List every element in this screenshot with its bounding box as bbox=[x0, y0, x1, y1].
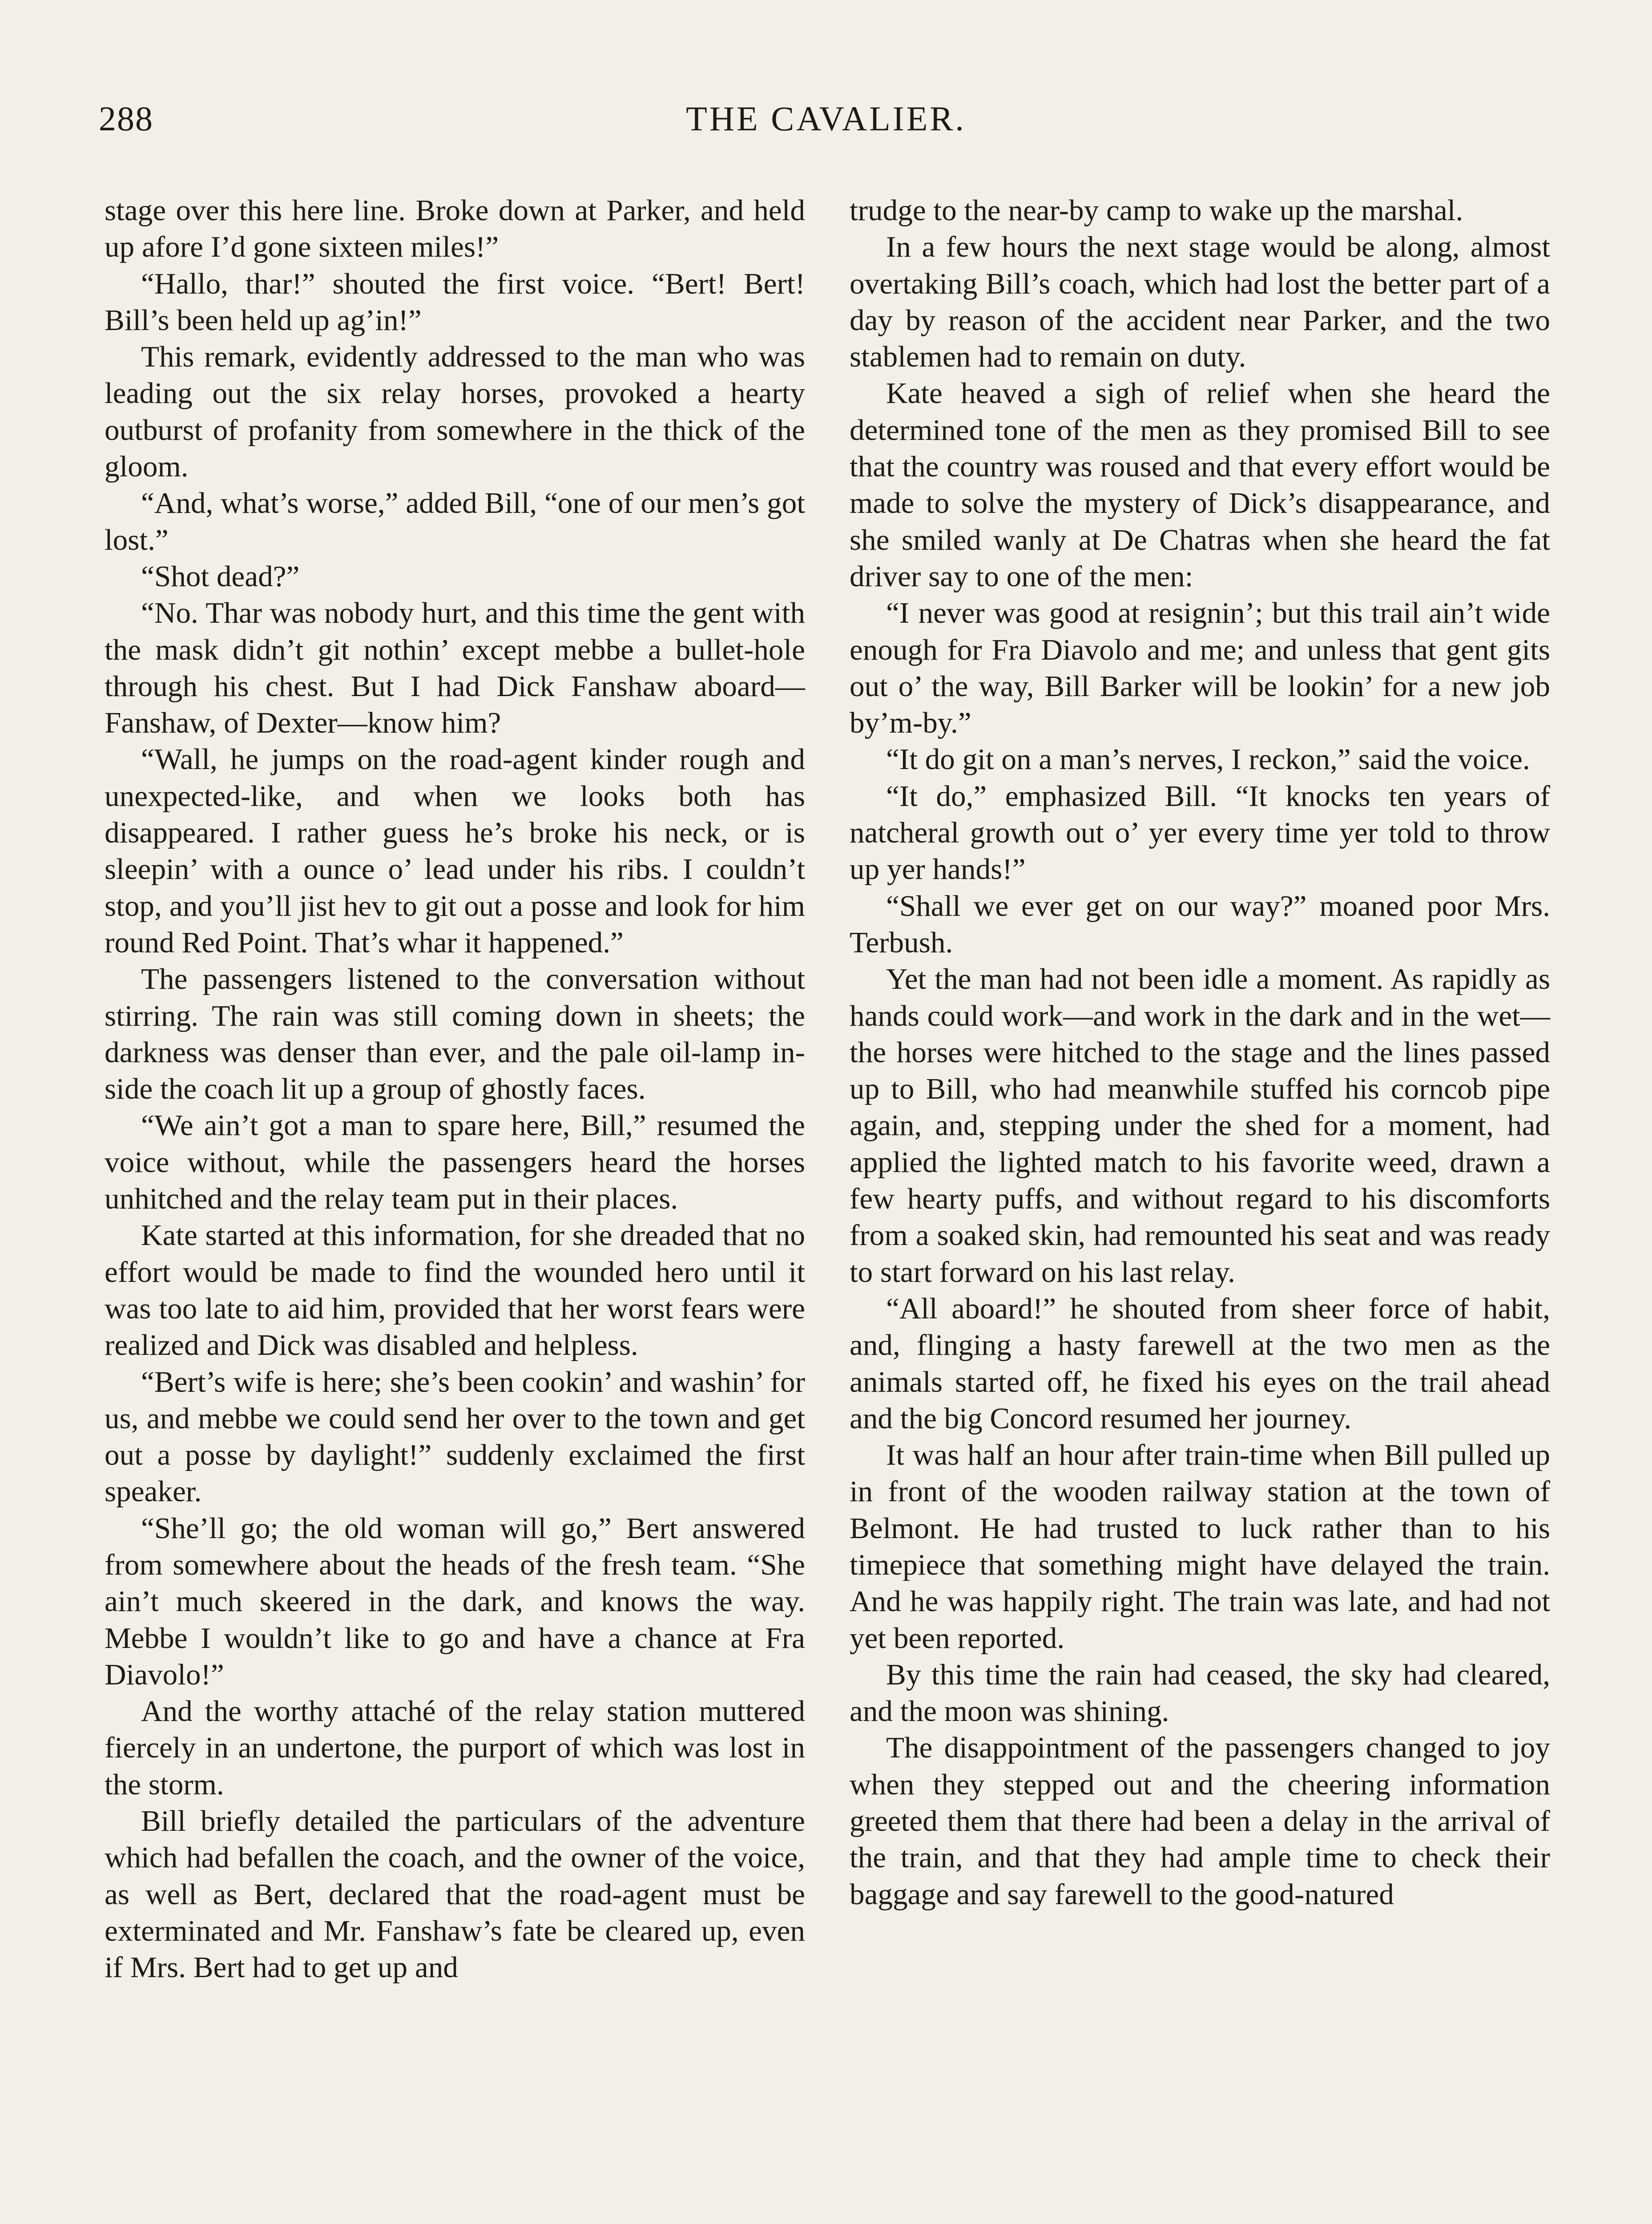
paragraph: “I never was good at resignin’; but this trail ain’t wide enough for Fra Diavolo and me; and unless that gent gits out o’ the way, Bill Barker will be lookin’ for a new job by’m-by.” bbox=[850, 596, 1550, 740]
paragraph: “Bert’s wife is here; she’s been cookin’ and washin’ for us, and mebbe we could send her over to the town and get out a posse by daylight!” suddenly exclaimed the first speaker. bbox=[105, 1365, 805, 1508]
running-title: THE CAVALIER. bbox=[686, 99, 966, 138]
paragraph: “She’ll go; the old woman will go,” Bert answered from somewhere about the heads of the fresh team. “She ain’t much skeered in the dark, and knows the way. Mebbe I wouldn’t like to go and have a chance at Fra Diavolo!” bbox=[105, 1511, 805, 1691]
paragraph: In a few hours the next stage would be along, almost overtaking Bill’s coach, which had lost the better part of a day by reason of the accident near Parker, and the two stablemen had to remain on duty. bbox=[850, 230, 1550, 374]
paragraph: “It do git on a man’s nerves, I reckon,” said the voice. bbox=[886, 742, 1530, 776]
paragraph: Kate started at this information, for she dreaded that no effort would be made to find the wounded hero until it was too late to aid him, provided that her worst fears were realized and Dick was disabled and helpless. bbox=[105, 1218, 805, 1362]
right-column bbox=[850, 192, 1550, 1913]
paragraph: The passengers listened to the conversation without stirring. The rain was still coming down in sheets; the darkness was denser than ever, and the pale oil-lamp inside the coach lit up a group of ghostly faces. bbox=[105, 962, 805, 1106]
page-number: 288 bbox=[99, 99, 153, 138]
paragraph: The disappointment of the passengers changed to joy when they stepped out and the cheering information greeted them that there had been a delay in the arrival of the train, and that they had ample time to check their baggage and say farewell to the good-natured bbox=[850, 1731, 1550, 1911]
paragraph: “And, what’s worse,” added Bill, “one of our men’s got lost.” bbox=[105, 486, 805, 556]
paragraph: stage over this here line. Broke down at Parker, and held up afore I’d gone sixteen miles!” bbox=[105, 193, 805, 264]
paragraph: “We ain’t got a man to spare here, Bill,” resumed the voice without, while the passengers heard the horses unhitched and the relay team put in their places. bbox=[105, 1108, 805, 1216]
paragraph: trudge to the near-by camp to wake up the marshal. bbox=[850, 193, 1463, 227]
paragraph: Kate heaved a sigh of relief when she heard the determined tone of the men as they promised Bill to see that the country was roused and that every effort would be made to solve the mystery of Dick’s disappearance, and she smiled wanly at De Chatras when she heard the fat driver say to one of the men: bbox=[850, 376, 1550, 593]
paragraph: “Shall we ever get on our way?” moaned poor Mrs. Terbush. bbox=[850, 889, 1550, 959]
paragraph: Yet the man had not been idle a moment. As rapidly as hands could work—and work in the dark and in the wet—the horses were hitched to the stage and the lines passed up to Bill, who had meanwhile stuffed his corncob pipe again, and, stepping under the shed for a moment, had applied the lighted match to his favorite weed, drawn a few hearty puffs, and without regard to his discomforts from a soaked skin, had remounted his seat and was ready to start forward on his last relay. bbox=[850, 962, 1550, 1289]
paragraph: By this time the rain had ceased, the sky had cleared, and the moon was shining. bbox=[850, 1657, 1550, 1728]
paragraph: It was half an hour after train-time when Bill pulled up in front of the wooden railway station at the town of Belmont. He had trusted to luck rather than to his timepiece that something might have delayed the train. And he was happily right. The train was late, and had not yet been reported. bbox=[850, 1438, 1550, 1655]
paragraph: “It do,” emphasized Bill. “It knocks ten years of natcheral growth out o’ yer every time yer told to throw up yer hands!” bbox=[850, 779, 1550, 886]
paragraph: And the worthy attaché of the relay station muttered fiercely in an undertone, the purport of which was lost in the storm. bbox=[105, 1694, 805, 1801]
paragraph: Bill briefly detailed the particulars of the adventure which had befallen the coach, and the owner of the voice, as well as Bert, declared that the road-agent must be exterminated and Mr. Fanshaw’s fate be cleared up, even if Mrs. Bert had to get up and bbox=[105, 1804, 805, 1984]
paragraph: “All aboard!” he shouted from sheer force of habit, and, flinging a hasty farewell at the two men as the animals started off, he fixed his eyes on the trail ahead and the big Concord resumed her journey. bbox=[850, 1291, 1550, 1435]
paragraph: This remark, evidently addressed to the man who was leading out the six relay horses, provoked a hearty outburst of profanity from somewhere in the thick of the gloom. bbox=[105, 340, 805, 483]
left-column bbox=[105, 192, 805, 1986]
paragraph: “Hallo, thar!” shouted the first voice. “Bert! Bert! Bill’s been held up ag’in!” bbox=[105, 266, 805, 337]
paragraph: “No. Thar was nobody hurt, and this time the gent with the mask didn’t git nothin’ except mebbe a bullet-hole through his chest. But I had Dick Fanshaw aboard—Fanshaw, of Dexter—know him? bbox=[105, 596, 805, 740]
paragraph: “Wall, he jumps on the road-agent kinder rough and unexpected-like, and when we looks both has disappeared. I rather guess he’s broke his neck, or is sleepin’ with a ounce o’ lead under his ribs. I couldn’t stop, and you’ll jist hev to git out a posse and look for him round Red Point. That’s whar it happened.” bbox=[105, 742, 805, 959]
paragraph: “Shot dead?” bbox=[141, 559, 300, 593]
